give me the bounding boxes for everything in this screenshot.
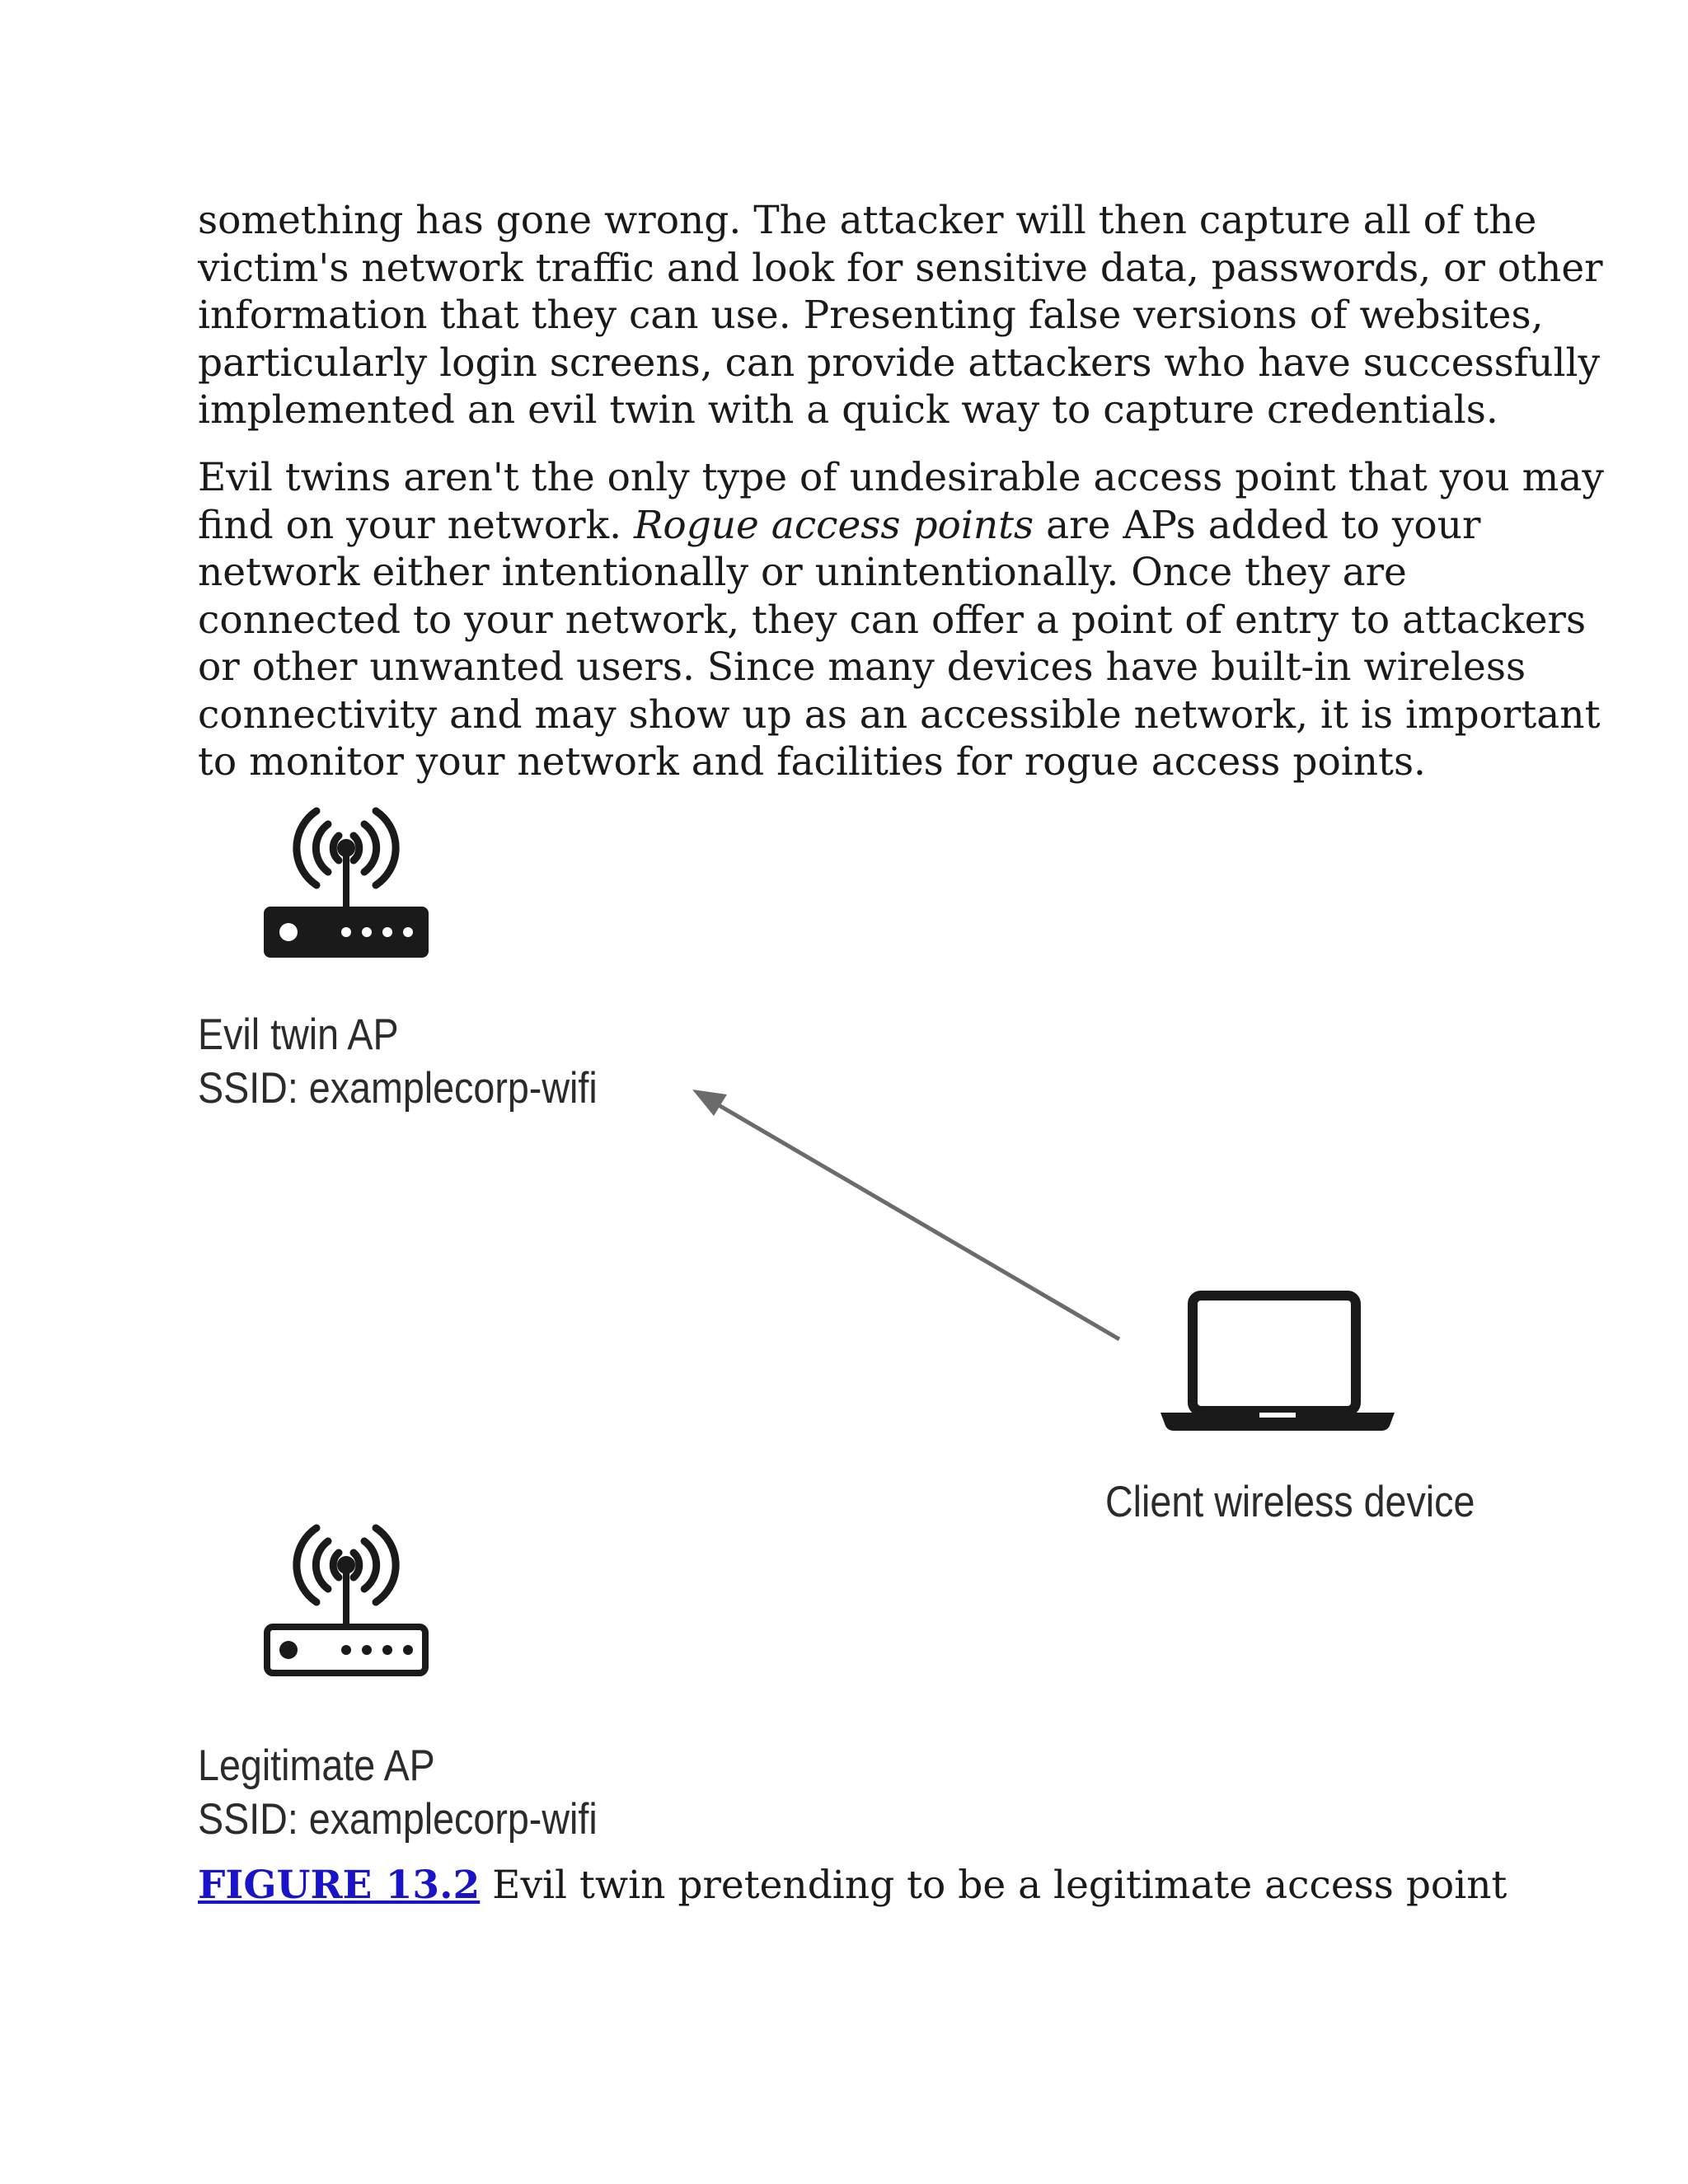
text-line: network either intentionally or unintentionally. Once they are [198,550,1407,595]
client-device-name: Client wireless device [1105,1478,1475,1526]
client-device-label [1105,1475,1475,1529]
evil-twin-label [198,1008,598,1115]
text-line: particularly login screens, can provide attackers who have successfully [198,340,1601,386]
laptop-icon [1154,1286,1401,1434]
text-line: victim's network traffic and look for sensitive data, passwords, or other [198,245,1603,291]
text-run: are APs added to your [1034,502,1481,548]
figure-reference-link[interactable]: FIGURE 13.2 [198,1863,481,1908]
legitimate-ap-ssid: SSID: examplecorp-wifi [198,1795,598,1844]
wireless-router-outline-icon [256,1516,437,1690]
text-line: implemented an evil twin with a quick way to capture credentials. [198,387,1498,433]
wireless-router-icon [256,799,437,972]
caption-text: Evil twin pretending to be a legitimate access point [480,1863,1507,1908]
italic-term: Rogue access points [634,502,1034,548]
text-run: find on your network. [198,502,635,548]
text-line: Evil twins aren't the only type of undesirable access point that you may [198,455,1604,500]
text-line: connectivity and may show up as an accessible network, it is important [198,691,1601,738]
figure-caption [198,1861,1507,1910]
connection-arrow [676,1080,1137,1352]
text-line: to monitor your network and facilities for rogue access points. [198,739,1427,785]
text-line: or other unwanted users. Since many devices have built-in wireless [198,644,1526,690]
text-line: information that they can use. Presenting false versions of websites, [198,293,1544,338]
text-line: connected to your network, they can offer a point of entry to attackers [198,597,1587,643]
legitimate-ap-name: Legitimate AP [198,1741,435,1790]
text-line: something has gone wrong. The attacker will then capture all of the [198,198,1537,243]
evil-twin-ssid: SSID: examplecorp-wifi [198,1064,598,1113]
legitimate-ap-label [198,1739,598,1846]
evil-twin-name: Evil twin AP [198,1010,399,1059]
